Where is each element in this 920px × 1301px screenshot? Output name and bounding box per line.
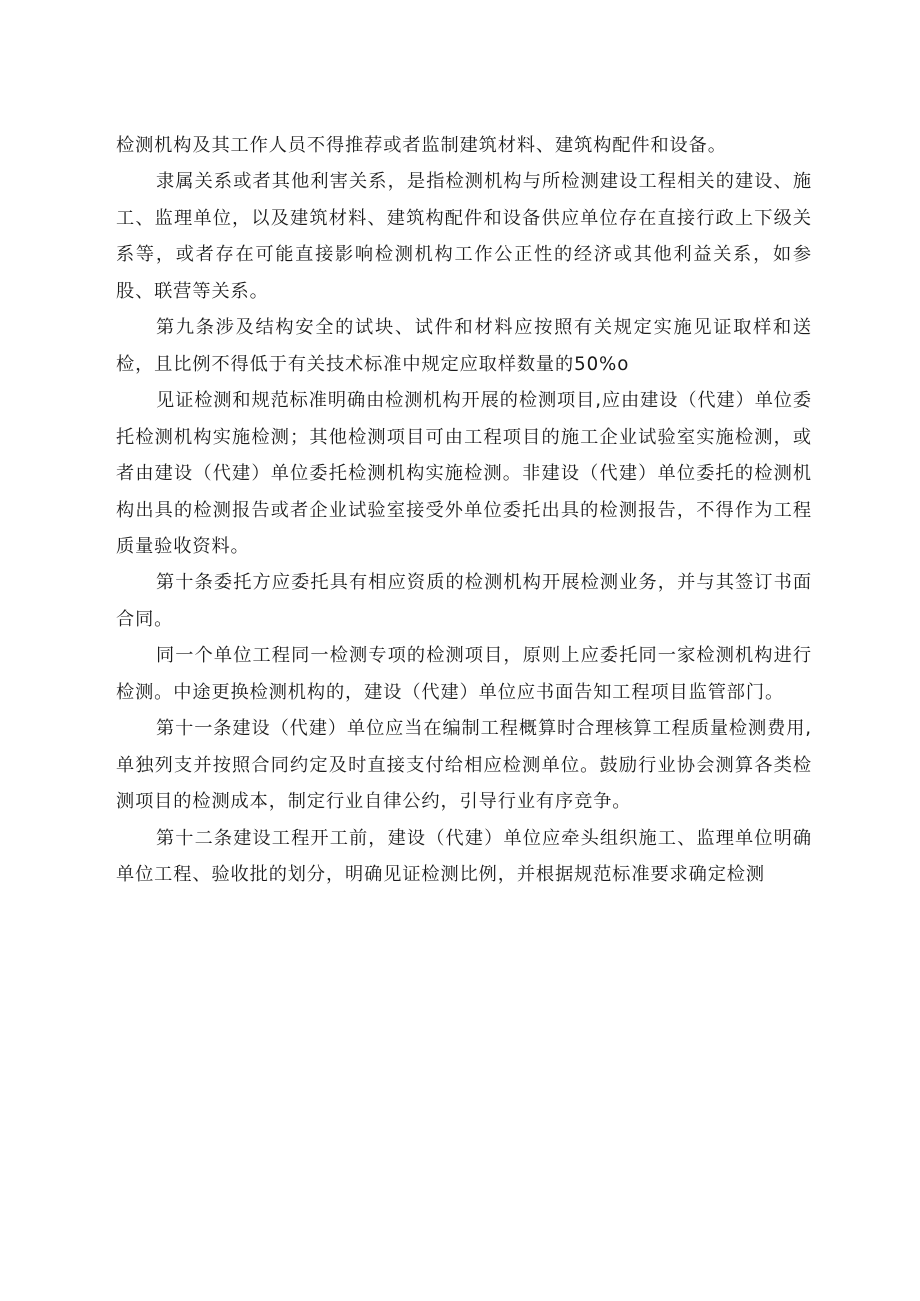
document-body	[116, 128, 812, 894]
paragraph-1: 检测机构及其工作人员不得推荐或者监制建筑材料、建筑构配件和设备。	[116, 135, 727, 156]
paragraph-3: 第九条涉及结构安全的试块、试件和材料应按照有关规定实施见证取样和送检，且比例不得低于有关技术标准中规定应取样数量的50%o	[116, 317, 812, 375]
paragraph-7: 第十一条建设（代建）单位应当在编制工程概算时合理核算工程质量检测费用,单独列支并按照合同约定及时直接支付给相应检测单位。鼓励行业协会测算各类检测项目的检测成本，制定行业自律公约，引导行业有序竞争。	[116, 718, 812, 813]
paragraph-2: 隶属关系或者其他利害关系，是指检测机构与所检测建设工程相关的建设、施工、监理单位，以及建筑材料、建筑构配件和设备供应单位存在直接行政上下级关系等，或者存在可能直接影响检测机构工作公正性的经济或其他利益关系，如参股、联营等关系。	[116, 171, 812, 302]
paragraph-8: 第十二条建设工程开工前，建设（代建）单位应牵头组织施工、监理单位明确单位工程、验收批的划分，明确见证检测比例，并根据规范标准要求确定检测	[116, 827, 812, 886]
paragraph-5: 第十条委托方应委托具有相应资质的检测机构开展检测业务，并与其签订书面合同。	[116, 572, 812, 630]
paragraph-4: 见证检测和规范标准明确由检测机构开展的检测项目,应由建设（代建）单位委托检测机构实施检测；其他检测项目可由工程项目的施工企业试验室实施检测，或者由建设（代建）单位委托检测机构实施检测。非建设（代建）单位委托的检测机构出具的检测报告或者企业试验室接受外单位委托出具的检测报告，不得作为工程质量验收资料。	[116, 390, 812, 557]
paragraph-6: 同一个单位工程同一检测专项的检测项目，原则上应委托同一家检测机构进行检测。中途更换检测机构的，建设（代建）单位应书面告知工程项目监管部门。	[116, 645, 812, 703]
